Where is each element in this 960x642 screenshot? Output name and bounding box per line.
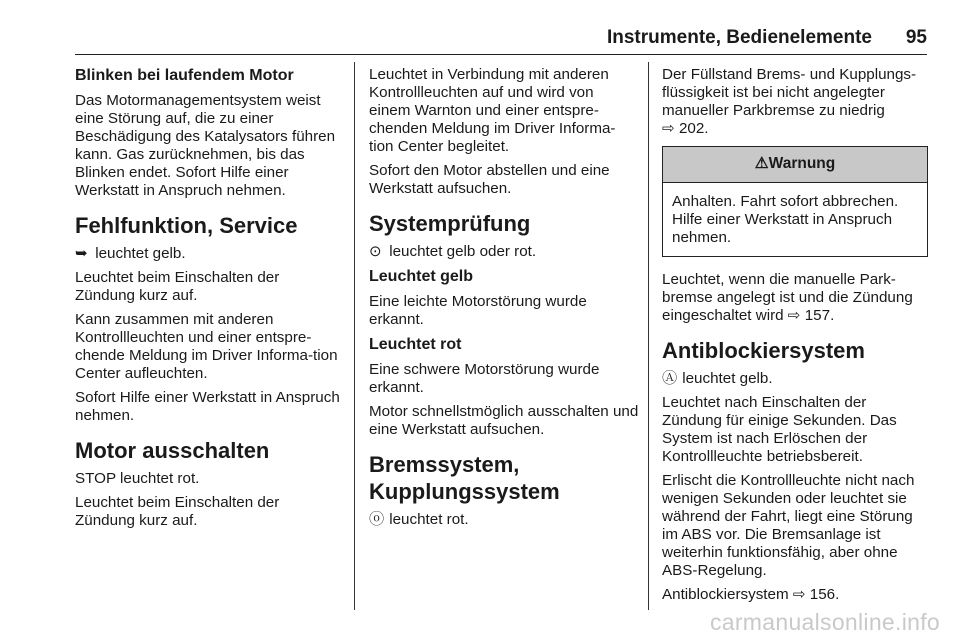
para-abs-1: Leuchtet nach Einschalten der Zündung für einige Sekunden. Das System ist nach Erlöschen der Kontrollleuchte betriebsbereit. [662,394,897,465]
header-title: Instrumente, Bedienelemente [606,27,872,48]
para-blinken: Das Motormanagementsystem weist eine Störung auf, die zu einer Beschädigung des Katalysators führen kann. Gas zurücknehmen, bis das Blinken endet. Sofort Hilfe einer Werkstatt in Anspruch nehmen. [75,92,336,199]
abs-icon: Ⓐ [662,370,678,387]
heading-service: Fehlfunktion, Service [75,213,298,238]
abs-state-text: leuchtet gelb. [678,370,773,387]
para-parkbremse: Leuchtet, wenn die manuelle Park-bremse angelegt ist und die Zündung eingeschaltet wird ⇨ 157. [662,271,913,324]
para-rot: Eine schwere Motorstörung wurde erkannt. [369,361,600,396]
heading-abs: Antiblockiersystem [662,338,865,363]
warning-header [663,147,927,183]
para-cont-1: Leuchtet in Verbindung mit anderen Kontrollleuchten auf und wird von einem Warnton und einer entspre-chenden Meldung im Driver Informa-tion Center begleitet. [369,66,616,155]
para-abs-2: Erlischt die Kontrollleuchte nicht nach wenigen Sekunden oder leuchtet sie während der Fahrt, liegt eine Störung im ABS vor. Die Bremsanlage ist weiterhin funktionsfähig, aber ohne ABS-Regelung. [662,472,915,579]
column-3 [662,66,928,610]
page-number: 95 [905,27,927,48]
brake-warning-icon: ⓞ [369,511,385,528]
heading-kupplungssystem: Kupplungssystem [369,479,560,504]
watermark: carmanualsonline.info [709,609,940,635]
heading-motor: Motor ausschalten [75,438,270,463]
motor-status: STOP leuchtet rot. [75,470,200,487]
para-cont-2: Sofort den Motor abstellen und eine Werkstatt aufsuchen. [369,162,610,197]
system-state-text: leuchtet gelb oder rot. [385,243,537,260]
para-motor-1: Leuchtet beim Einschalten der Zündung kurz auf. [75,494,280,529]
para-service-1: Leuchtet beim Einschalten der Zündung kurz auf. [75,269,280,304]
column-divider-1 [354,62,355,610]
page-header [75,27,927,51]
service-status [75,245,343,263]
para-abs-3: Antiblockiersystem ⇨ 156. [662,586,840,603]
heading-leuchtet-gelb: Leuchtet gelb [369,268,474,285]
para-rot-2: Motor schnellstmöglich ausschalten und eine Werkstatt aufsuchen. [369,403,639,438]
fuellstand-text: Der Füllstand Brems- und Kupplungs-flüssigkeit ist bei nicht angelegter manueller Parkbremse zu niedrig [662,66,917,119]
heading-bremssystem: Bremssystem, [369,452,520,477]
warning-text: Anhalten. Fahrt sofort abbrechen. Hilfe einer Werkstatt in Anspruch nehmen. [672,193,899,246]
para-service-3: Sofort Hilfe einer Werkstatt in Anspruch nehmen. [75,389,340,424]
para-gelb: Eine leichte Motorstörung wurde erkannt. [369,293,587,328]
para-service-2: Kann zusammen mit anderen Kontrollleuchten und einer entspre-chende Meldung im Driver Informa-tion Center aufleuchten. [75,311,338,382]
brake-status [369,511,639,529]
engine-check-icon: ⊙ [369,243,382,260]
column-1 [75,66,343,536]
heading-blinken: Blinken bei laufendem Motor [75,67,294,84]
wrench-icon: ➥ [75,245,88,262]
brake-state-text: leuchtet rot. [385,511,469,528]
system-status [369,243,639,261]
warning-icon: ⚠ [754,155,769,172]
header-divider [75,54,927,55]
warning-box [662,146,928,257]
service-state-text: leuchtet gelb. [91,245,186,262]
abs-status [662,370,928,388]
warning-title: Warnung [768,155,836,172]
column-divider-2 [648,62,649,610]
para-fuellstand [662,66,928,138]
heading-systempruefung: Systemprüfung [369,211,531,236]
heading-leuchtet-rot: Leuchtet rot [369,336,462,353]
column-2 [369,66,639,535]
page-ref-202[interactable]: ⇨ 202. [662,120,709,137]
